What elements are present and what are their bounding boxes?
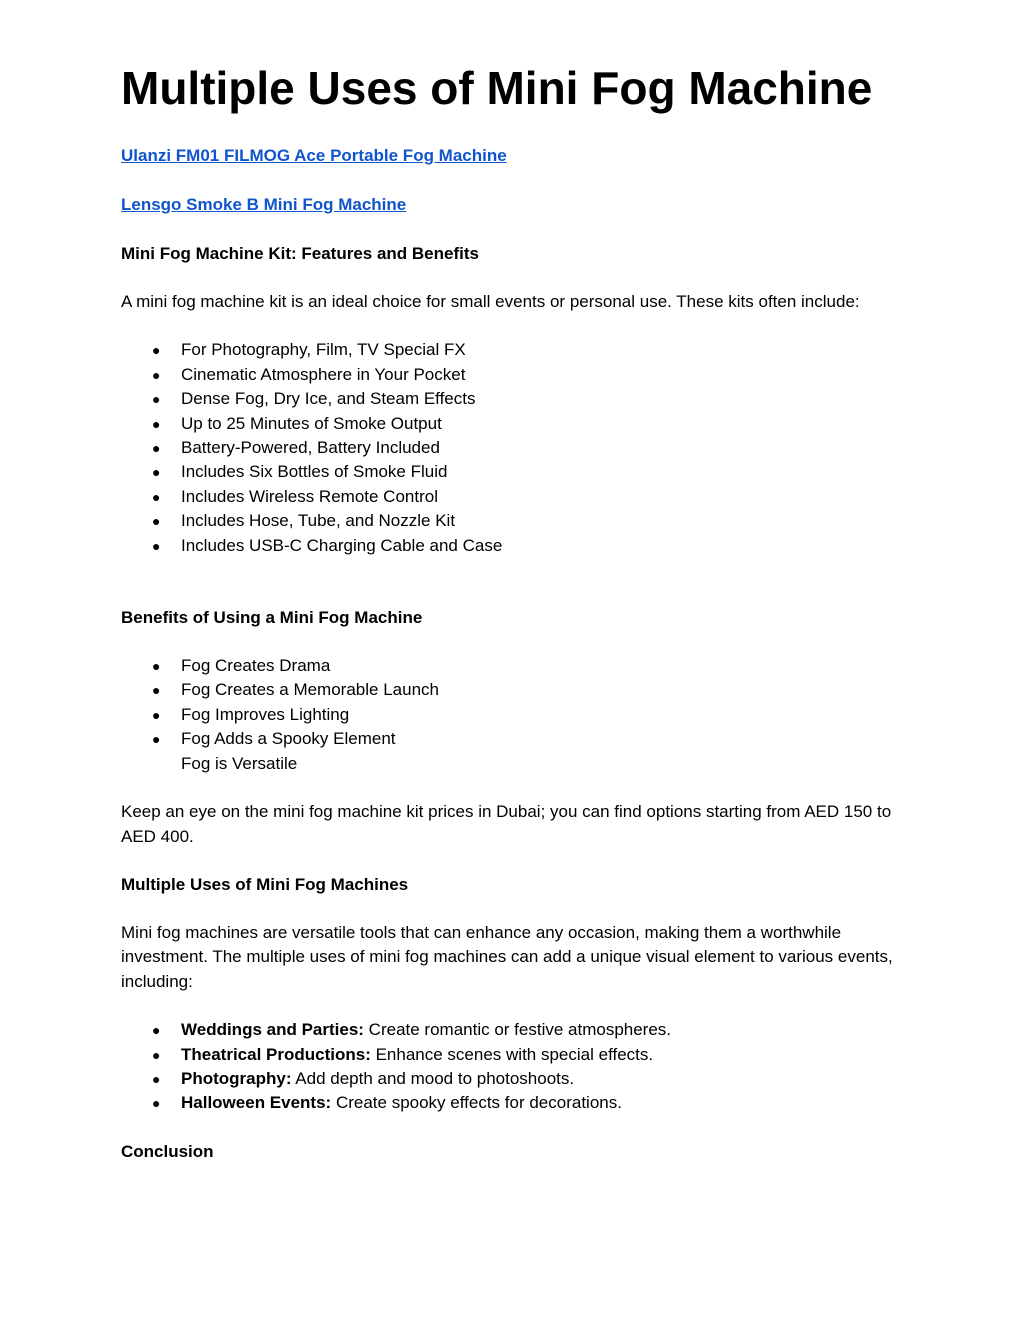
list-item: ● Fog Creates a Memorable Launch	[121, 678, 911, 702]
section-heading-features: Mini Fog Machine Kit: Features and Benefits	[121, 244, 479, 263]
bullet-icon: ●	[152, 658, 161, 675]
use-term: Weddings and Parties:	[181, 1020, 364, 1040]
link-lensgo-smoke-b[interactable]: Lensgo Smoke B Mini Fog Machine	[121, 195, 407, 214]
features-list	[121, 338, 911, 558]
price-note: Keep an eye on the mini fog machine kit prices in Dubai; you can find options starting from AED 150 to AED 400.	[121, 802, 892, 846]
bullet-icon: ●	[152, 706, 161, 723]
list-item: ● Dense Fog, Dry Ice, and Steam Effects	[121, 387, 911, 411]
uses-list	[121, 1018, 911, 1116]
use-desc: Add depth and mood to photoshoots.	[291, 1068, 575, 1088]
bullet-icon: ●	[152, 513, 161, 530]
use-desc: Enhance scenes with special effects.	[370, 1044, 654, 1064]
spacer	[121, 582, 911, 606]
bullet-icon: ●	[152, 1070, 161, 1087]
bullet-icon: ●	[152, 1022, 161, 1039]
list-item	[121, 1018, 911, 1042]
document-page	[121, 58, 911, 1188]
list-item: ● For Photography, Film, TV Special FX	[121, 338, 911, 362]
bullet-icon: ●	[152, 391, 161, 408]
list-item: ● Battery-Powered, Battery Included	[121, 436, 911, 460]
list-item	[121, 1043, 911, 1067]
section-heading-conclusion: Conclusion	[121, 1141, 214, 1161]
bullet-icon: ●	[152, 464, 161, 481]
benefits-list	[121, 654, 911, 776]
list-item: ● Fog Adds a Spooky Element	[121, 727, 911, 751]
list-item: ● Includes USB-C Charging Cable and Case	[121, 534, 911, 558]
bullet-icon: ●	[152, 682, 161, 699]
bullet-icon: ●	[152, 537, 161, 554]
list-item: ● Fog Creates Drama	[121, 654, 911, 678]
bullet-icon: ●	[152, 415, 161, 432]
bullet-icon: ●	[152, 1095, 161, 1112]
list-item: ● Fog Improves Lighting	[121, 703, 911, 727]
list-item	[121, 1091, 911, 1115]
bullet-icon: ●	[152, 366, 161, 383]
bullet-icon: ●	[152, 1046, 161, 1063]
page-title: Multiple Uses of Mini Fog Machine	[121, 62, 873, 114]
list-item: ● Up to 25 Minutes of Smoke Output	[121, 412, 911, 436]
list-item	[121, 1067, 911, 1091]
list-item: ● Includes Hose, Tube, and Nozzle Kit	[121, 509, 911, 533]
bullet-icon: ●	[152, 440, 161, 457]
use-term: Theatrical Productions:	[181, 1044, 371, 1064]
bullet-icon: ●	[152, 342, 161, 359]
list-item-continuation: Fog is Versatile	[181, 753, 298, 773]
list-item: ● Cinematic Atmosphere in Your Pocket	[121, 363, 911, 387]
use-desc: Create romantic or festive atmospheres.	[363, 1020, 672, 1040]
section-heading-benefits: Benefits of Using a Mini Fog Machine	[121, 608, 423, 628]
bullet-icon: ●	[152, 488, 161, 505]
list-item: ● Includes Wireless Remote Control	[121, 485, 911, 509]
bullet-icon: ●	[152, 731, 161, 748]
list-item: ● Includes Six Bottles of Smoke Fluid	[121, 460, 911, 484]
use-term: Photography:	[181, 1068, 292, 1088]
section-heading-uses: Multiple Uses of Mini Fog Machines	[121, 874, 409, 894]
uses-intro: Mini fog machines are versatile tools that can enhance any occasion, making them a worthwhile investment. The multiple uses of mini fog machines can add a unique visual element to various events, including:	[121, 922, 893, 991]
use-desc: Create spooky effects for decorations.	[331, 1093, 622, 1113]
link-ulanzi-fm01[interactable]: Ulanzi FM01 FILMOG Ace Portable Fog Machine	[121, 146, 507, 165]
use-term: Halloween Events:	[181, 1093, 332, 1113]
features-intro: A mini fog machine kit is an ideal choice for small events or personal use. These kits often include:	[121, 292, 860, 311]
